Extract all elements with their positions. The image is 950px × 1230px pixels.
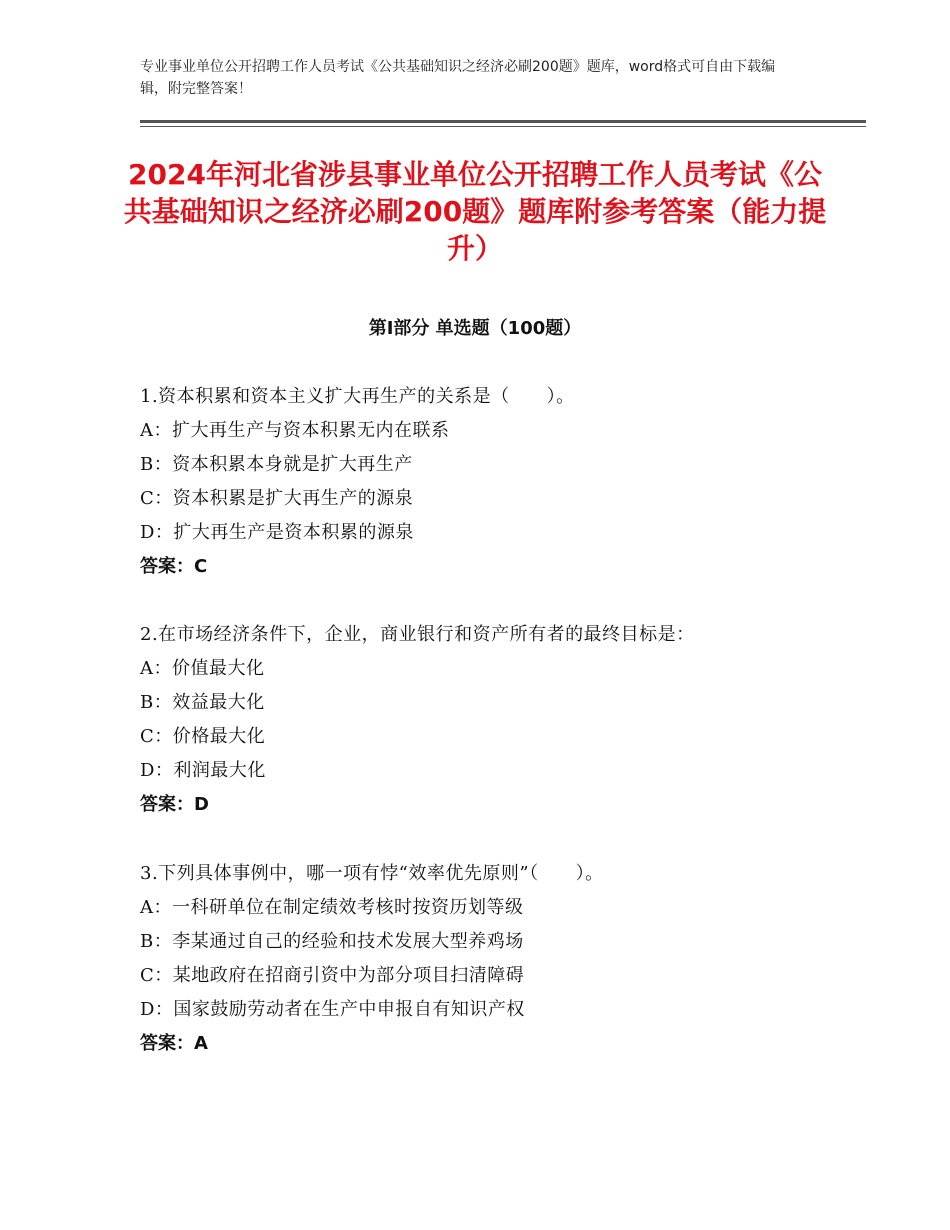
option-d: D：国家鼓励劳动者在生产中申报自有知识产权 bbox=[140, 999, 525, 1020]
option-a: A：一科研单位在制定绩效考核时按资历划等级 bbox=[140, 897, 524, 918]
option-a: A：扩大再生产与资本积累无内在联系 bbox=[140, 420, 450, 441]
question-2 bbox=[140, 618, 840, 822]
header-divider-thick bbox=[140, 120, 866, 123]
answer-line: 答案：D bbox=[140, 794, 209, 815]
question-stem: 1.资本积累和资本主义扩大再生产的关系是（ ）。 bbox=[140, 386, 575, 407]
option-b: B：效益最大化 bbox=[140, 692, 265, 713]
header-note: 专业事业单位公开招聘工作人员考试《公共基础知识之经济必刷200题》题库，word格式可自由下载编辑，附完整答案！ bbox=[140, 59, 776, 97]
section-title: 第Ⅰ部分 单选题（100题） bbox=[368, 318, 582, 339]
header-divider-thin bbox=[140, 126, 866, 127]
answer-line: 答案：A bbox=[140, 1033, 208, 1054]
option-d: D：扩大再生产是资本积累的源泉 bbox=[140, 522, 414, 543]
option-b: B：李某通过自己的经验和技术发展大型养鸡场 bbox=[140, 931, 524, 952]
option-c: C：某地政府在招商引资中为部分项目扫清障碍 bbox=[140, 965, 525, 986]
question-3 bbox=[140, 857, 840, 1061]
document-title: 2024年河北省涉县事业单位公开招聘工作人员考试《公共基础知识之经济必刷200题》题库附参考答案（能力提升） bbox=[123, 158, 827, 265]
option-c: C：价格最大化 bbox=[140, 726, 266, 747]
answer-line: 答案：C bbox=[140, 556, 208, 577]
option-c: C：资本积累是扩大再生产的源泉 bbox=[140, 488, 414, 509]
option-d: D：利润最大化 bbox=[140, 760, 266, 781]
option-a: A：价值最大化 bbox=[140, 658, 265, 679]
question-1 bbox=[140, 380, 840, 584]
question-stem: 3.下列具体事例中，哪一项有悖“效率优先原则”（ ）。 bbox=[140, 863, 604, 884]
question-stem: 2.在市场经济条件下，企业，商业银行和资产所有者的最终目标是： bbox=[140, 624, 695, 645]
option-b: B：资本积累本身就是扩大再生产 bbox=[140, 454, 413, 475]
